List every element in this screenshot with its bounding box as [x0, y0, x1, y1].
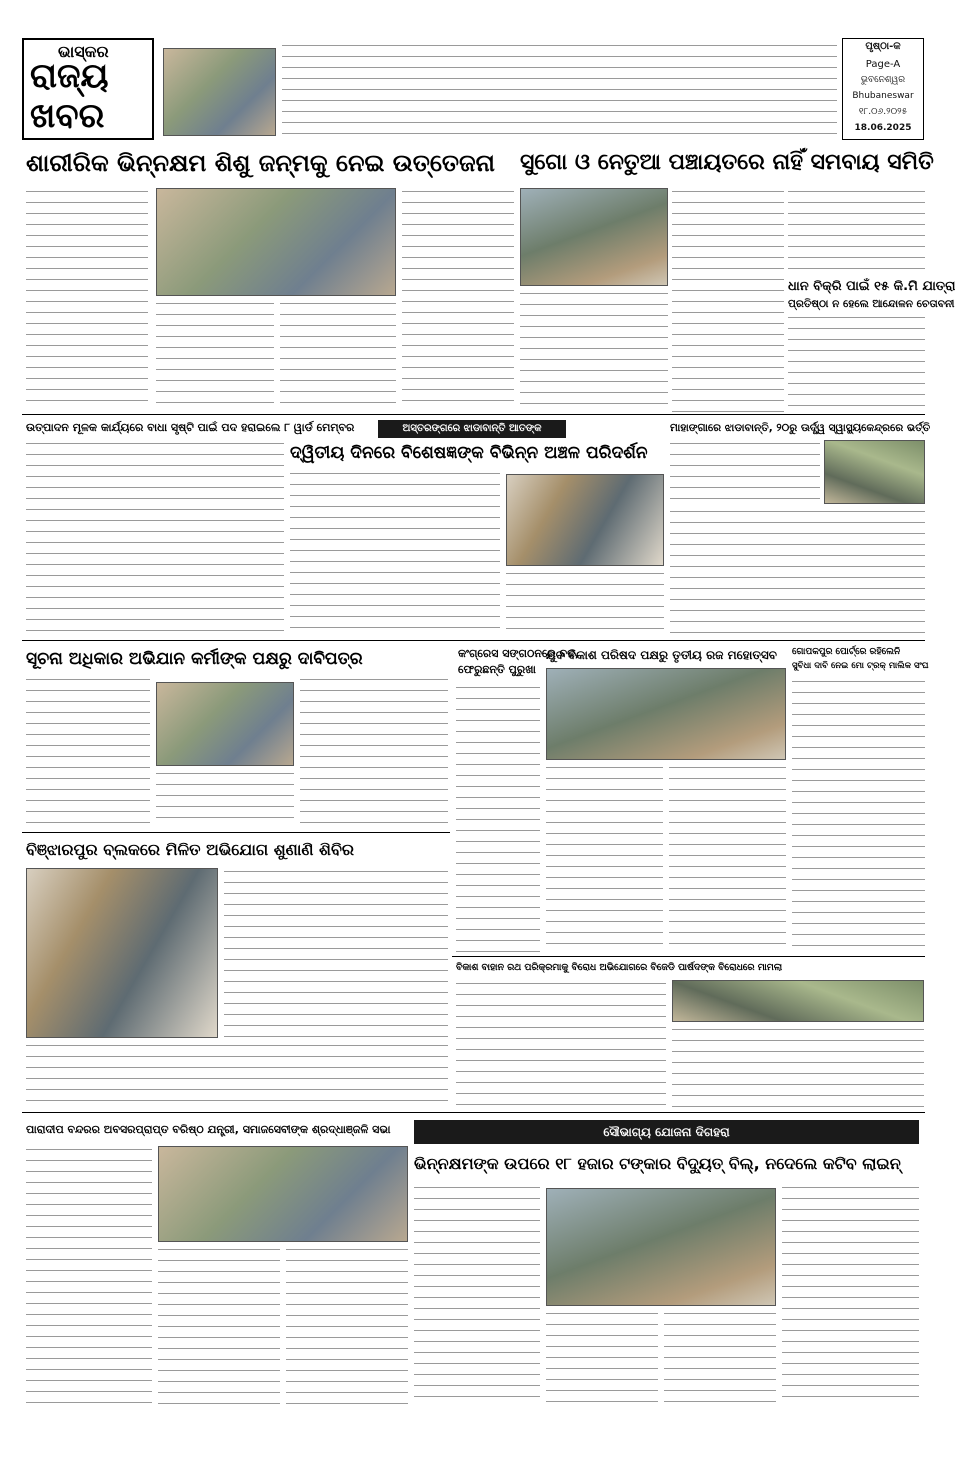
a2-col3 — [788, 188, 925, 274]
a13-col3 — [286, 1246, 408, 1404]
date-or: ୧୮.୦୬.୨୦୨୫ — [858, 107, 908, 117]
a1-col2 — [156, 300, 274, 410]
a1-photo — [156, 188, 396, 296]
a6-photo — [824, 440, 925, 504]
a9-col1 — [546, 764, 663, 950]
masthead-photo — [163, 48, 276, 136]
a9-headline: ଯୁବ ବିକାଶ ପରିଷଦ ପକ୍ଷରୁ ତୃତୀୟ ରଜ ମହୋତ୍ସବ — [546, 648, 777, 662]
a4-headline: ଉତ୍ପାଦନ ମୂଳକ କାର୍ଯ୍ୟରେ ବାଧା ସୃଷ୍ଟି ପାଇଁ ପଦ ହରାଇଲେ ୮ ୱାର୍ଡ ମେମ୍ବର — [26, 421, 355, 434]
a14-col4 — [782, 1184, 919, 1404]
a13-photo — [158, 1146, 408, 1242]
a7-col3 — [300, 676, 448, 828]
a9-col2 — [669, 764, 786, 950]
a5-headline: ଦ୍ୱିତୀୟ ଦିନରେ ବିଶେଷଜ୍ଞଙ୍କ ବିଭିନ୍ନ ଅଞ୍ଚଳ ପରିଦର୍ଶନ — [290, 443, 648, 463]
a7-col1 — [26, 676, 150, 828]
a8-headline-l1: କଂଗ୍ରେସ ସଙ୍ଗଠନରେ ବଳ, — [458, 647, 580, 660]
a10-headline-l2: ସୁବିଧା ଦାବି ନେଇ ମୋ ଟ୍ରକ୍ ମାଲିକ ସଂଘ — [792, 661, 929, 671]
a12-headline: ବିକାଶ ବାହାନ ରଥ ପରିକ୍ରମାକୁ ବିରୋଧ ଅଭିଯୋଗରେ ବିଜେଡି ପାର୍ଷଦଙ୍କ ବିରୋଧରେ ମାମଲା — [456, 962, 782, 973]
city-en: Bhubaneswar — [852, 91, 914, 101]
a14-photo — [546, 1188, 776, 1306]
a8-headline-l2: ଫେରୁଛନ୍ତି ପୁରୁଖା — [458, 663, 536, 676]
divider — [22, 640, 925, 641]
a13-col1 — [26, 1146, 152, 1404]
city-or: ଭୁବନେଶ୍ୱର — [860, 75, 906, 85]
masthead — [22, 38, 924, 140]
a5-col2 — [506, 570, 664, 636]
a2-headline: ସୁଗୋ ଓ ନେତୁଆ ପଞ୍ଚାୟତରେ ନାହିଁ ସମବାୟ ସମିତି — [520, 150, 934, 175]
a6-col2 — [670, 508, 925, 636]
a13-headline: ପାରାଦୀପ ବନ୍ଦରର ଅବସରପ୍ରାପ୍ତ ବରିଷ୍ଠ ଯନ୍ତ୍ରୀ, ସମାଜସେବୀଙ୍କ ଶ୍ରଦ୍ଧାଞ୍ଜଳି ସଭା — [26, 1123, 391, 1136]
a14-col1 — [414, 1184, 540, 1404]
a6-headline: ମାହାଙ୍ଗାରେ ଝାଡାବାନ୍ତି, ୨୦ରୁ ଊର୍ଦ୍ଧ୍ୱ ସ୍ୱାସ୍ଥ୍ୟକେନ୍ଦ୍ରରେ ଭର୍ତ୍ତି — [670, 422, 931, 434]
masthead-article-text — [282, 42, 837, 138]
a1-col3 — [280, 300, 396, 410]
a4-col1 — [26, 440, 284, 636]
a11-headline: ବିଞ୍ଝାରପୁର ବ୍ଲକରେ ମିଳିତ ଅଭିଯୋଗ ଶୁଣାଣି ଶିବିର — [26, 840, 354, 859]
a5-photo — [506, 474, 664, 566]
a1-col4 — [402, 188, 514, 410]
a7-headline: ସୂଚନା ଅଧିକାର ଅଭିଯାନ କର୍ମୀଙ୍କ ପକ୍ଷରୁ ଦାବିପତ୍ର — [26, 649, 363, 669]
divider — [452, 956, 925, 957]
a14-col2 — [546, 1310, 658, 1404]
divider — [22, 1112, 925, 1113]
a3-headline-l2: ପ୍ରତିଷ୍ଠା ନ ହେଲେ ଆନ୍ଦୋଳନ ଚେତାବନୀ — [788, 298, 955, 310]
a11-col2 — [26, 1042, 448, 1108]
a11-photo — [26, 868, 218, 1038]
a5-col1 — [290, 470, 500, 636]
logo-line1: ରାଜ୍ୟ — [30, 56, 109, 96]
a13-col2 — [158, 1246, 280, 1404]
a14-headline: ଭିନ୍ନକ୍ଷମଙ୍କ ଉପରେ ୧୮ ହଜାର ଟଙ୍କାର ବିଦ୍ୟୁତ୍ ବିଲ୍, ନଦେଲେ କଟିବ ଲାଇନ୍ — [414, 1154, 901, 1173]
a6-col1 — [670, 440, 820, 504]
logo-top: ଭାସ୍କର — [58, 42, 109, 61]
a11-col1 — [224, 868, 448, 1038]
a5-kicker: ଅସ୍ତରଙ୍ଗରେ ଝାଡାବାନ୍ତି ଆତଙ୍କ — [378, 420, 566, 438]
a2-col1 — [520, 290, 668, 412]
a12-col2 — [672, 1026, 924, 1108]
logo-line2: ଖବର — [30, 96, 105, 136]
a3-headline-l1: ଧାନ ବିକ୍ରି ପାଇଁ ୧୫ କି.ମି ଯାତ୍ରା — [788, 279, 955, 294]
a3-col1 — [788, 314, 925, 412]
a12-col1 — [456, 980, 666, 1108]
page-label-en: Page-A — [865, 59, 901, 70]
a14-kicker: ସୌଭାଗ୍ୟ ଯୋଜନା ଦିଗହରା — [414, 1120, 919, 1144]
a1-headline: ଶାରୀରିକ ଭିନ୍ନକ୍ଷମ ଶିଶୁ ଜନ୍ମକୁ ନେଇ ଉତ୍ତେଜନା — [26, 149, 495, 177]
a10-col1 — [792, 678, 925, 948]
a14-col3 — [664, 1310, 776, 1404]
a10-headline-l1: ଗୋପକପୁର ପୋର୍ଟ୍ରେ ରହିଲେନି — [792, 647, 901, 657]
a8-col1 — [456, 684, 540, 954]
divider — [22, 414, 925, 415]
a2-photo — [520, 188, 668, 286]
page-label-or: ପୃଷ୍ଠା-କ — [865, 41, 901, 52]
a7-photo — [156, 682, 294, 766]
a12-photo — [672, 980, 924, 1022]
date-en: 18.06.2025 — [854, 123, 912, 133]
a2-col2 — [672, 188, 784, 412]
a7-col2 — [156, 770, 294, 828]
divider — [22, 832, 450, 833]
masthead-logo — [22, 38, 154, 140]
a1-col1 — [26, 188, 148, 410]
page-info-box — [842, 38, 924, 140]
a9-photo — [546, 668, 786, 760]
